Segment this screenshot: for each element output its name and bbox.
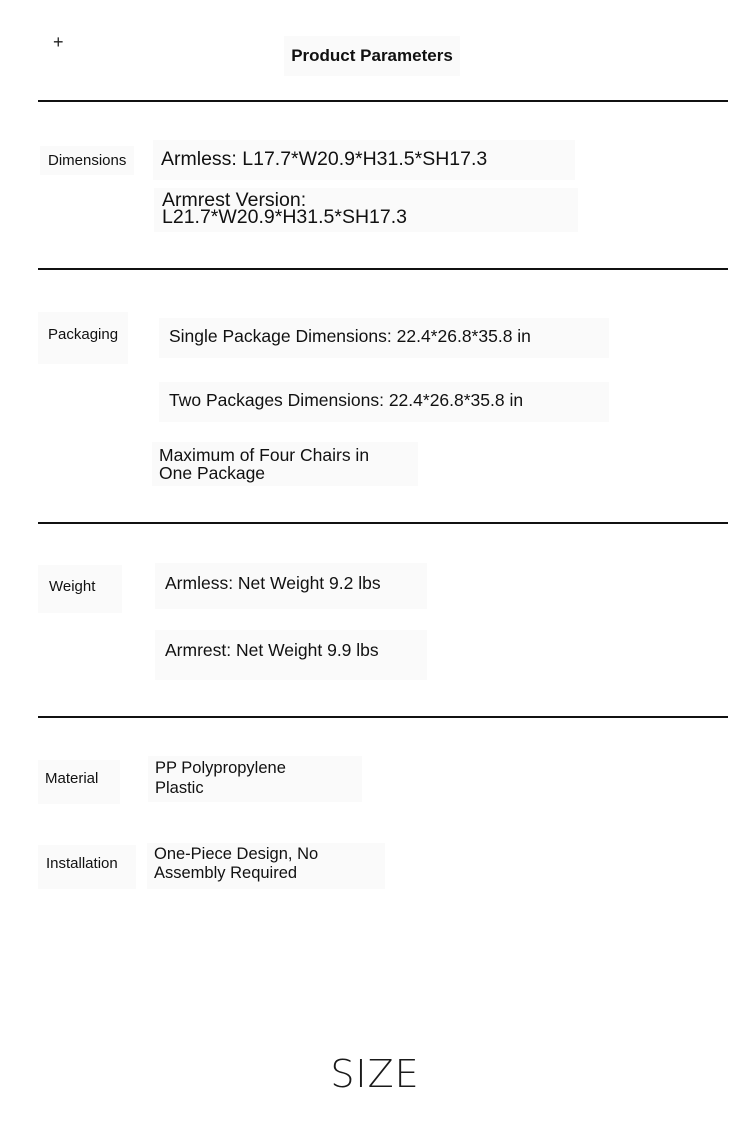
divider (38, 100, 728, 102)
weight-armless: Armless: Net Weight 9.2 lbs (155, 563, 427, 609)
weight-armrest: Armrest: Net Weight 9.9 lbs (155, 630, 427, 680)
dimensions-label: Dimensions (40, 146, 134, 175)
page-title: Product Parameters (284, 36, 460, 76)
packaging-two: Two Packages Dimensions: 22.4*26.8*35.8 in (159, 382, 609, 422)
divider (38, 716, 728, 718)
material-value-line2: Plastic (155, 779, 204, 797)
packaging-max-line1: Maximum of Four Chairs in (159, 445, 370, 465)
installation-value (147, 843, 385, 889)
dimensions-armrest-line2: L21.7*W20.9*H31.5*SH17.3 (162, 206, 407, 228)
dimensions-armless: Armless: L17.7*W20.9*H31.5*SH17.3 (153, 140, 575, 180)
material-value-line1: PP Polypropylene (155, 759, 286, 777)
material-label: Material (38, 760, 120, 804)
divider (38, 522, 728, 524)
plus-icon: + (53, 32, 64, 52)
installation-value-line1: One-Piece Design, No (154, 845, 319, 863)
size-heading: SIZE (330, 1052, 420, 1096)
divider (38, 268, 728, 270)
installation-value-line2: Assembly Required (154, 864, 298, 882)
packaging-label: Packaging (38, 312, 128, 364)
packaging-max-line2: One Package (159, 463, 266, 483)
dimensions-armrest-line1: Armrest Version: (162, 189, 307, 211)
dimensions-armrest (154, 188, 578, 232)
packaging-single: Single Package Dimensions: 22.4*26.8*35.8 in (159, 318, 609, 358)
weight-label: Weight (38, 565, 122, 613)
installation-label: Installation (38, 845, 136, 889)
material-value (148, 756, 362, 802)
packaging-max (152, 442, 418, 486)
